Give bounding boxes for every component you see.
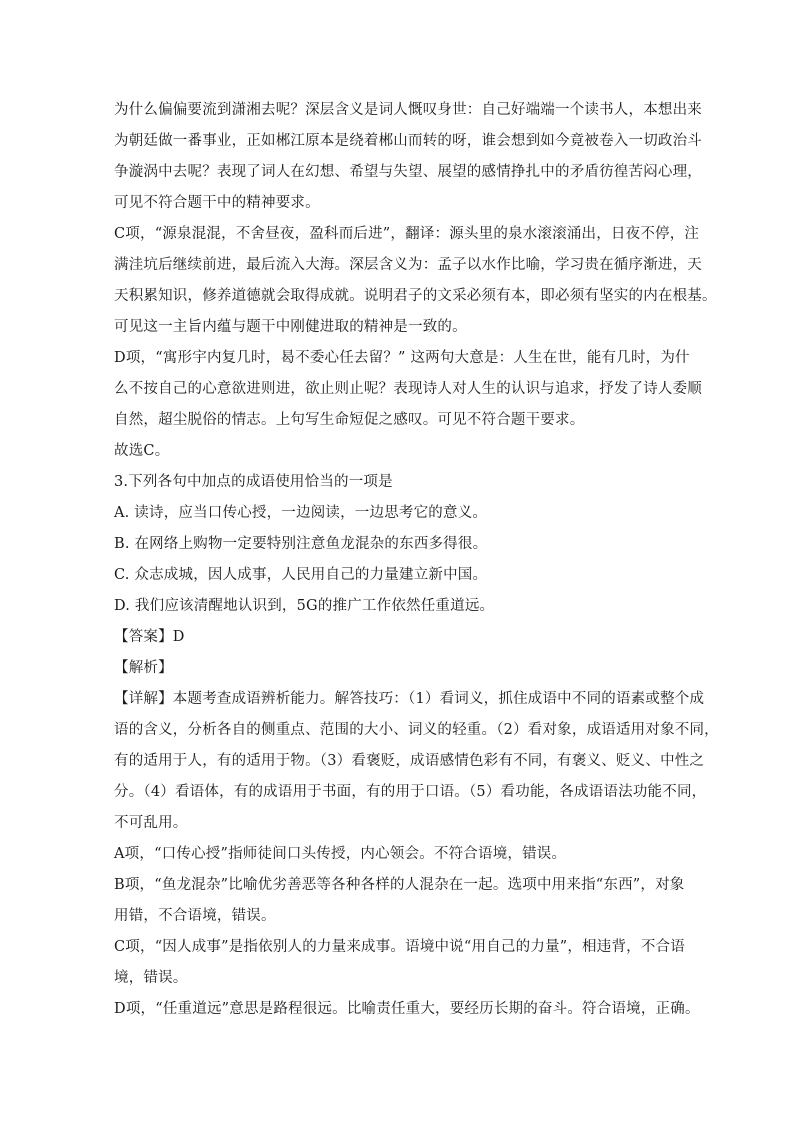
option-d: D. 我们应该清醒地认识到，5G的推广工作依然任重道远。 — [114, 598, 495, 614]
text-line: 满洼坑后继续前进，最后流入大海。深层含义为：孟子以水作比喻，学习贵在循序渐进，天 — [114, 257, 702, 273]
text-line: 可见不符合题干中的精神要求。 — [114, 195, 320, 211]
text-line: 争漩涡中去呢？表现了词人在幻想、希望与失望、展望的感情挣扎中的矛盾彷徨苦闷心理， — [114, 164, 702, 180]
text-line: 为朝廷做一番事业，正如郴江原本是绕着郴山而转的呀，谁会想到如今竟被卷入一切政治斗 — [114, 133, 702, 149]
text-line: 语的含义，分析各自的侧重点、范围的大小、词义的轻重。（2）看对象，成语适用对象不同， — [114, 722, 719, 738]
answer-label: 【答案】D — [114, 629, 185, 645]
option-d-analysis: D项，“寓形宇内复几时，曷不委心任去留？” 这两句大意是：人生在世，能有几时，为什 — [114, 350, 690, 366]
analysis-label: 【解析】 — [114, 660, 173, 676]
detail-text: 【详解】本题考查成语辨析能力。解答技巧：（1）看词义，抓住成语中不同的语素或整个成 — [114, 691, 705, 707]
option-c: C. 众志成城，因人成事，人民用自己的力量建立新中国。 — [114, 567, 488, 583]
option-d-explanation: D项，“任重道远”意思是路程很远。比喻责任重大，要经历长期的奋斗。符合语境，正确。 — [114, 1001, 700, 1017]
text-line: 天积累知识，修养道德就会取得成就。说明君子的文采必须有本，即必须有坚实的内在根基。 — [114, 288, 717, 304]
text-line: 为什么偏偏要流到潇湘去呢？深层含义是词人慨叹身世：自己好端端一个读书人，本想出来 — [114, 102, 702, 118]
text-line: 自然，超尘脱俗的情志。上句写生命短促之感叹。可见不符合题干要求。 — [114, 412, 585, 428]
answer-choice: 故选C。 — [114, 443, 170, 459]
text-line: 用错，不合语境，错误。 — [114, 908, 276, 924]
option-c-analysis: C项，“源泉混混，不舍昼夜，盈科而后进”，翻译：源头里的泉水滚滚涌出，日夜不停，注 — [114, 226, 700, 242]
option-c-explanation: C项，“因人成事”是指依别人的力量来成事。语境中说“用自己的力量”，相违背，不合语 — [114, 939, 685, 955]
option-a-explanation: A项，“口传心授”指师徒间口头传授，内心领会。不符合语境，错误。 — [114, 846, 567, 862]
option-b-explanation: B项，“鱼龙混杂”比喻优劣善恶等各种各样的人混杂在一起。选项中用来指“东西”，对象 — [114, 877, 685, 893]
text-line: 有的适用于人，有的适用于物。（3）看褒贬，成语感情色彩有不同，有褒义、贬义、中性之 — [114, 753, 705, 769]
text-line: 不可乱用。 — [114, 815, 188, 831]
option-a: A. 读诗，应当口传心授，一边阅读，一边思考它的意义。 — [114, 505, 488, 521]
text-line: 分。（4）看语体，有的成语用于书面，有的用于口语。（5）看功能，各成语语法功能不同， — [114, 784, 707, 800]
text-line: 境，错误。 — [114, 970, 188, 986]
text-line: 可见这一主旨内蕴与题干中刚健进取的精神是一致的。 — [114, 319, 467, 335]
text-line: 么不按自己的心意欲进则进，欲止则止呢？表现诗人对人生的认识与追求，抒发了诗人委顺 — [114, 381, 702, 397]
option-b: B. 在网络上购物一定要特别注意鱼龙混杂的东西多得很。 — [114, 536, 488, 552]
question-stem: 3.下列各句中加点的成语使用恰当的一项是 — [114, 474, 393, 490]
